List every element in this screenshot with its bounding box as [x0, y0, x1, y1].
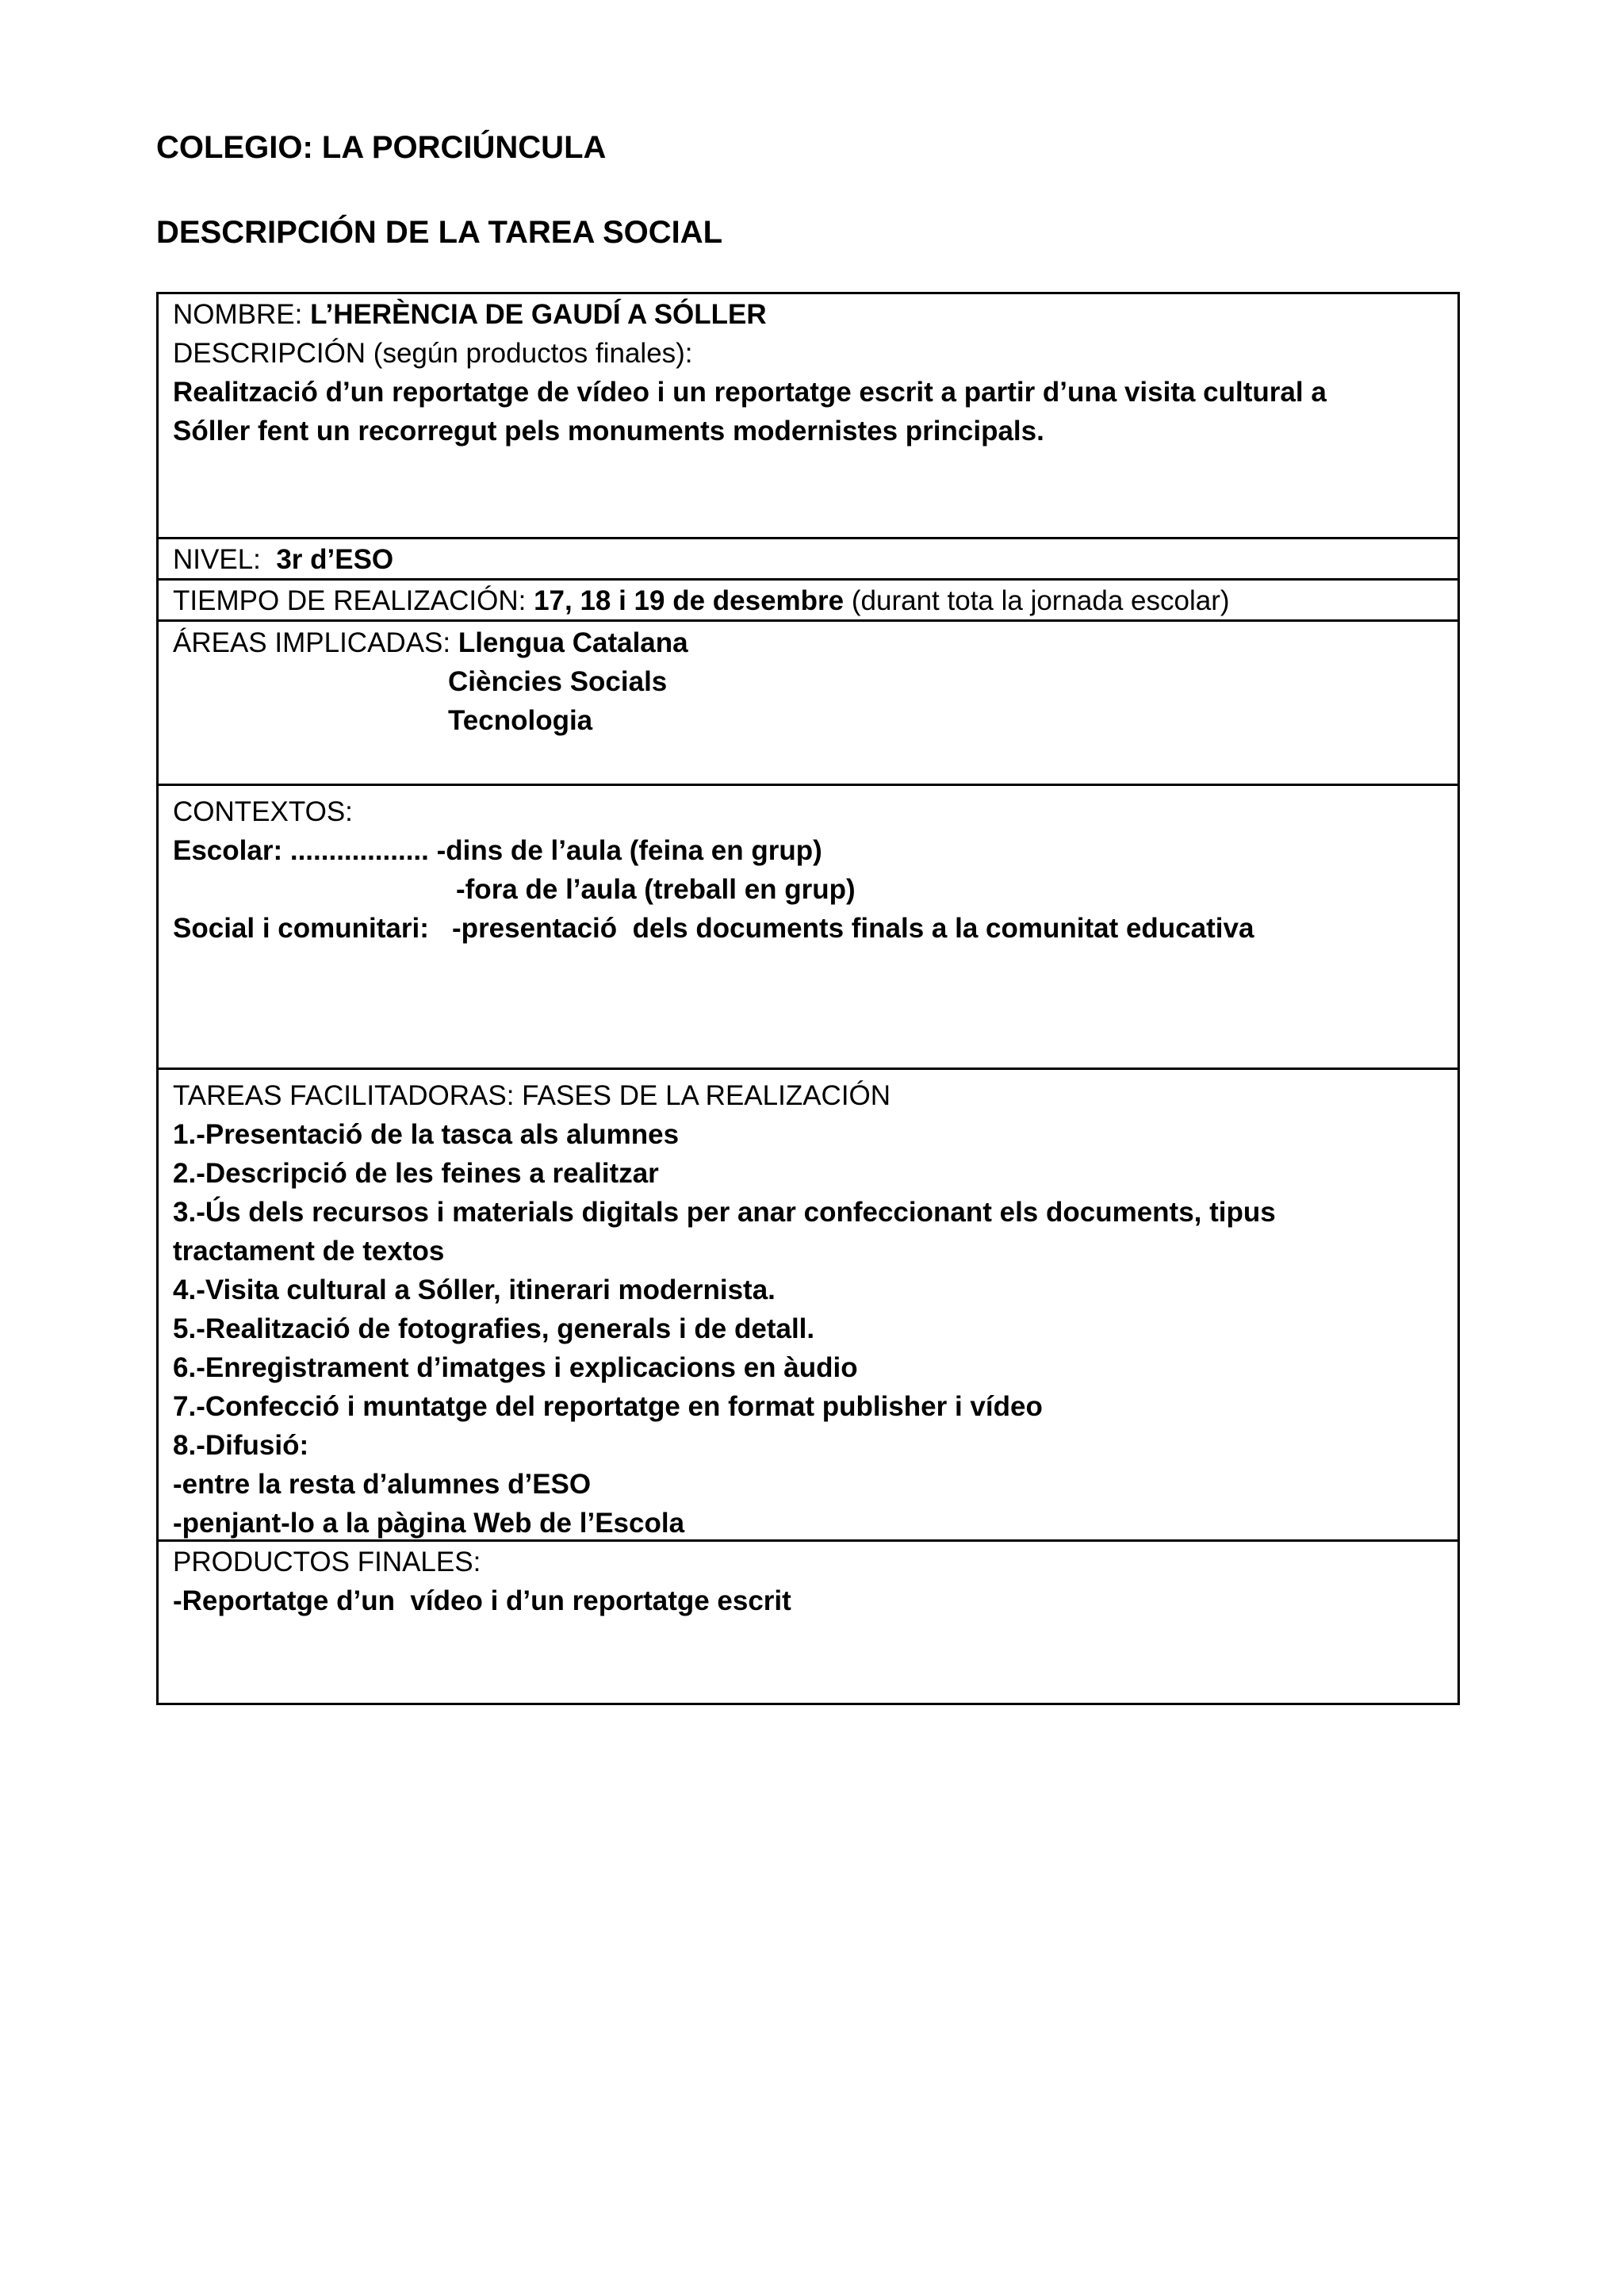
tarea-line: -entre la resta d’alumnes d’ESO	[173, 1469, 592, 1500]
tarea-line: 8.-Difusió:	[173, 1430, 309, 1461]
social-label: Social i comunitari:	[173, 913, 453, 944]
productos-cell	[159, 1539, 1457, 1703]
tiempo-note: (durant tota la jornada escolar)	[844, 585, 1230, 616]
tareas-label: TAREAS FACILITADORAS: FASES DE LA REALIZACIÓN	[173, 1080, 891, 1111]
nombre-value: L’HERÈNCIA DE GAUDÍ A SÓLLER	[310, 299, 767, 330]
tarea-line: tractament de textos	[173, 1236, 445, 1267]
area-item: Tecnologia	[448, 705, 593, 736]
tarea-line: 3.-Ús dels recursos i materials digitals per anar confeccionant els documents, tipus	[173, 1197, 1276, 1228]
contextos-cell	[159, 784, 1457, 1068]
school-heading: COLEGIO: LA PORCIÚNCULA	[156, 130, 607, 165]
tarea-line: 2.-Descripció de les feines a realitzar	[173, 1158, 659, 1189]
tiempo-cell	[159, 578, 1457, 619]
social-item: -presentació dels documents finals a la comunitat educativa	[452, 913, 1254, 944]
tarea-line: -penjant-lo a la pàgina Web de l’Escola	[173, 1508, 685, 1539]
document-title: DESCRIPCIÓN DE LA TAREA SOCIAL	[156, 215, 723, 250]
task-table	[156, 292, 1460, 1705]
productos-label: PRODUCTOS FINALES:	[173, 1547, 481, 1577]
nivel-cell	[159, 537, 1457, 578]
tiempo-label: TIEMPO DE REALIZACIÓN:	[173, 585, 534, 616]
productos-value: -Reportatge d’un vídeo i d’un reportatge escrit	[173, 1585, 791, 1616]
contextos-label: CONTEXTOS:	[173, 796, 353, 827]
area-item: Ciències Socials	[448, 666, 668, 697]
nombre-label: NOMBRE:	[173, 299, 311, 330]
tarea-line: 4.-Visita cultural a Sóller, itinerari modernista.	[173, 1274, 776, 1305]
tiempo-value: 17, 18 i 19 de desembre	[534, 585, 845, 616]
descripcion-line: Realització d’un reportatge de vídeo i un reportatge escrit a partir d’una visita cultural a	[173, 377, 1327, 408]
escolar-item: -dins de l’aula (feina en grup)	[436, 835, 822, 866]
nombre-cell	[159, 294, 1457, 537]
nivel-label: NIVEL:	[173, 544, 277, 575]
tarea-line: 7.-Confecció i muntatge del reportatge en format publisher i vídeo	[173, 1391, 1043, 1422]
tareas-cell	[159, 1068, 1457, 1539]
escolar-item: -fora de l’aula (treball en grup)	[456, 874, 856, 905]
areas-label: ÁREAS IMPLICADAS:	[173, 627, 458, 658]
area-item: Llengua Catalana	[458, 627, 688, 658]
nivel-value: 3r d’ESO	[276, 544, 394, 575]
tarea-line: 6.-Enregistrament d’imatges i explicacions en àudio	[173, 1352, 858, 1383]
tarea-line: 5.-Realització de fotografies, generals i de detall.	[173, 1313, 815, 1344]
areas-cell	[159, 619, 1457, 784]
descripcion-label: DESCRIPCIÓN (según productos finales):	[173, 338, 693, 369]
descripcion-line: Sóller fent un recorregut pels monuments modernistes principals.	[173, 416, 1044, 447]
tarea-line: 1.-Presentació de la tasca als alumnes	[173, 1119, 680, 1150]
escolar-label: Escolar: ..................	[173, 835, 437, 866]
